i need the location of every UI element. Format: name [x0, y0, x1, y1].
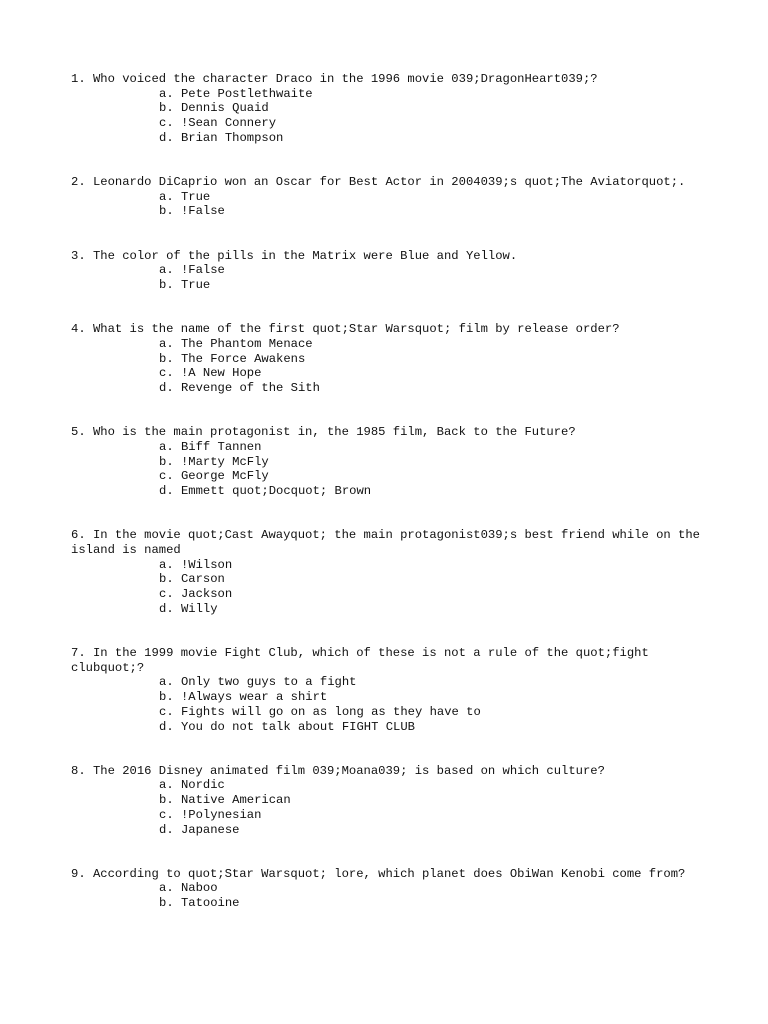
question-text: 3. The color of the pills in the Matrix were Blue and Yellow. — [71, 248, 518, 263]
answer-option: b. Native American — [159, 793, 291, 808]
question-2 — [71, 175, 701, 219]
question-5 — [71, 425, 701, 499]
question-4 — [71, 322, 701, 396]
spacer — [71, 146, 701, 176]
answer-option: b. True — [159, 278, 211, 293]
question-text: 8. The 2016 Disney animated film 039;Moana039; is based on which culture? — [71, 763, 605, 778]
answer-option: a. True — [159, 189, 211, 204]
answer-option: b. Carson — [159, 572, 225, 587]
answer-option: a. Biff Tannen — [159, 439, 262, 454]
question-6 — [71, 528, 708, 616]
answer-option: a. Only two guys to a fight — [159, 675, 357, 690]
question-1 — [71, 72, 701, 146]
answer-option: c. Fights will go on as long as they have to — [159, 704, 481, 719]
answer-option: d. Brian Thompson — [159, 130, 284, 145]
question-text: 2. Leonardo DiCaprio won an Oscar for Best Actor in 2004039;s quot;The Aviatorquot;. — [71, 175, 686, 190]
question-3 — [71, 249, 701, 293]
spacer — [71, 837, 701, 867]
answer-option: d. Emmett quot;Docquot; Brown — [159, 484, 372, 499]
quiz-document — [71, 72, 708, 911]
question-text: 6. In the movie quot;Cast Awayquot; the main protagonist039;s best friend while on the island is named — [71, 528, 708, 557]
answer-option: b. !Marty McFly — [159, 454, 269, 469]
spacer — [71, 616, 701, 646]
answer-option: a. The Phantom Menace — [159, 336, 313, 351]
answer-option: b. !False — [159, 204, 225, 219]
question-text: 4. What is the name of the first quot;Star Warsquot; film by release order? — [71, 322, 620, 337]
answer-option: c. George McFly — [159, 469, 269, 484]
question-text: 9. According to quot;Star Warsquot; lore, which planet does ObiWan Kenobi come from? — [71, 866, 686, 881]
answer-options — [71, 263, 701, 292]
answer-option: d. Revenge of the Sith — [159, 381, 320, 396]
answer-options — [71, 87, 701, 146]
answer-option: c. Jackson — [159, 587, 233, 602]
answer-option: d. You do not talk about FIGHT CLUB — [159, 719, 415, 734]
spacer — [71, 293, 701, 323]
answer-option: b. !Always wear a shirt — [159, 690, 328, 705]
spacer — [71, 734, 701, 764]
answer-option: a. !Wilson — [159, 557, 233, 572]
question-8 — [71, 764, 701, 838]
question-9 — [71, 867, 701, 911]
spacer — [71, 219, 701, 249]
answer-option: b. Dennis Quaid — [159, 101, 269, 116]
question-text: 5. Who is the main protagonist in, the 1985 film, Back to the Future? — [71, 425, 576, 440]
question-text: 7. In the 1999 movie Fight Club, which of these is not a rule of the quot;fight clubquot;? — [71, 645, 657, 675]
answer-option: d. Japanese — [159, 822, 240, 837]
answer-option: a. Naboo — [159, 881, 218, 896]
question-7 — [71, 646, 701, 734]
answer-option: d. Willy — [159, 601, 218, 616]
answer-options — [71, 558, 701, 617]
answer-options — [71, 881, 701, 910]
answer-options — [71, 190, 701, 219]
answer-option: c. !A New Hope — [159, 366, 262, 381]
answer-options — [71, 675, 701, 734]
answer-option: a. !False — [159, 263, 225, 278]
answer-option: b. Tatooine — [159, 896, 240, 911]
spacer — [71, 499, 701, 529]
question-text: 1. Who voiced the character Draco in the 1996 movie 039;DragonHeart039;? — [71, 72, 598, 86]
answer-options — [71, 440, 701, 499]
answer-option: c. !Sean Connery — [159, 116, 277, 131]
answer-option: a. Pete Postlethwaite — [159, 86, 313, 101]
answer-option: a. Nordic — [159, 778, 225, 793]
answer-options — [71, 337, 701, 396]
answer-option: c. !Polynesian — [159, 807, 262, 822]
answer-options — [71, 778, 701, 837]
spacer — [71, 396, 701, 426]
answer-option: b. The Force Awakens — [159, 351, 306, 366]
